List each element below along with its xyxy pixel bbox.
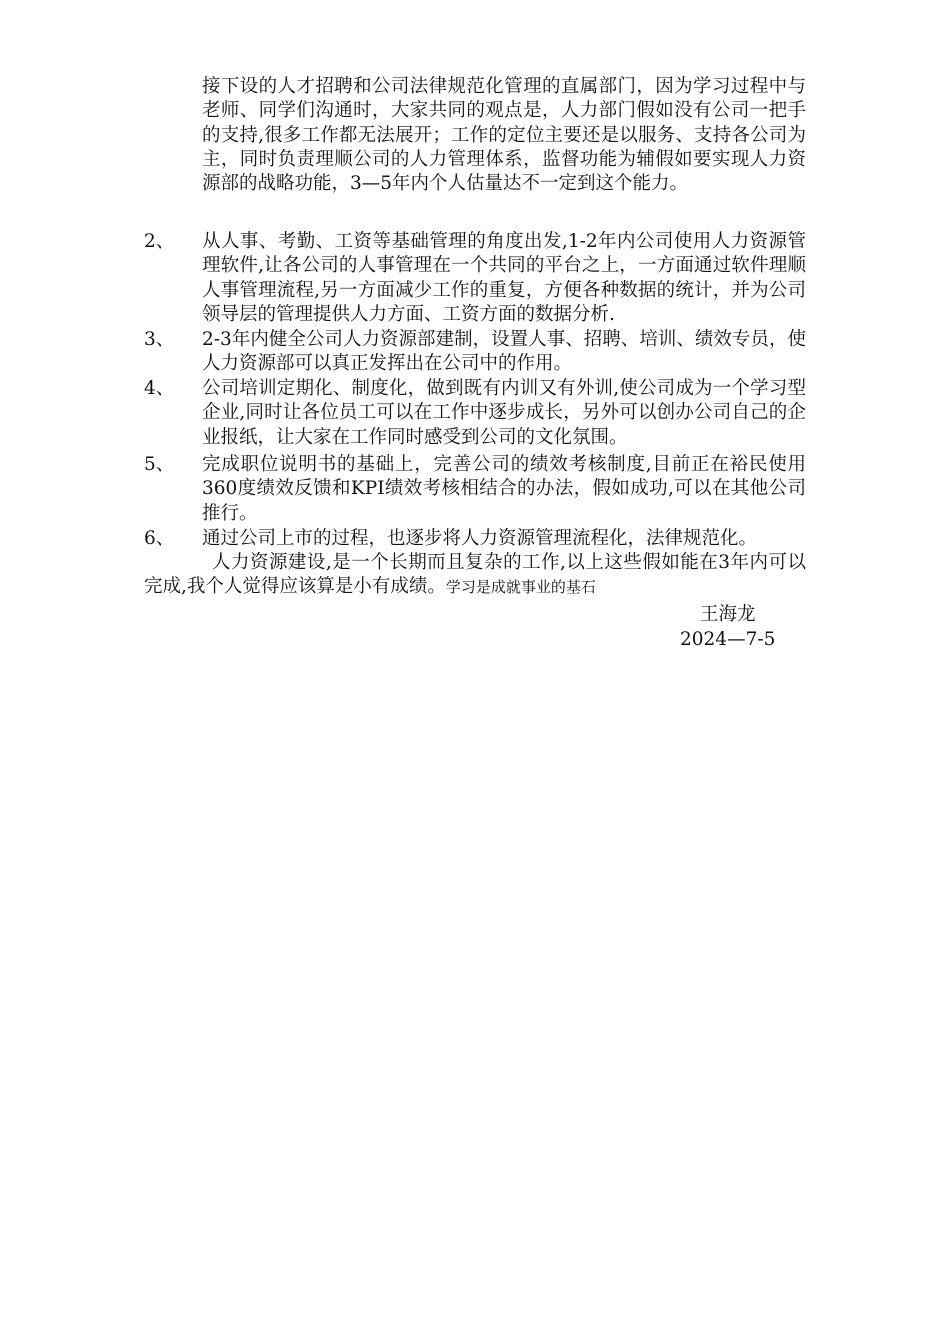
list-item-text: 从人事、考勤、工资等基础管理的角度出发,1-2年内公司使用人力资源管理软件,让各公司的人事管理在一个共同的平台之上，一方面通过软件理顺人事管理流程,另一方面减少工作的重复，方便各种数据的统计，并为公司领导层的管理提供人力方面、工资方面的数据分析. <box>202 231 806 325</box>
intro-paragraph: 接下设的人才招聘和公司法律规范化管理的直属部门，因为学习过程中与老师、同学们沟通时，大家共同的观点是，人力部门假如没有公司一把手的支持,很多工作都无法展开；工作的定位主要还是以服务、支持各公司为主，同时负责理顺公司的人力管理体系，监督功能为辅假如要实现人力资源部的战略功能，3—5年内个人估量达不一定到这个能力。 <box>202 76 806 195</box>
list-item-number: 6、 <box>144 528 175 549</box>
list-item-number: 2、 <box>144 231 175 252</box>
list-item-text: 2-3年内健全公司人力资源部建制，设置人事、招聘、培训、绩效专员，使人力资源部可以真正发挥出在公司中的作用。 <box>202 329 806 375</box>
conclusion-text: 人力资源建设,是一个长期而且复杂的工作,以上这些假如能在3年内可以完成,我个人觉得应该算是小有成绩。 <box>144 552 806 598</box>
list-item-number: 4、 <box>144 378 175 399</box>
signature: 王海龙 <box>700 604 756 625</box>
conclusion-paragraph <box>144 551 806 600</box>
list-item-text: 完成职位说明书的基础上，完善公司的绩效考核制度,目前正在裕民使用360度绩效反馈和KPI绩效考核相结合的办法，假如成功,可以在其他公司推行。 <box>202 454 806 524</box>
list-item-text: 公司培训定期化、制度化，做到既有内训又有外训,使公司成为一个学习型企业,同时让各位员工可以在工作中逐步成长，另外可以创办公司自己的企业报纸，让大家在工作同时感受到公司的文化氛围。 <box>202 378 806 448</box>
list-item-text: 通过公司上市的过程，也逐步将人力资源管理流程化，法律规范化。 <box>202 528 758 549</box>
signature-date: 2024—7-5 <box>680 629 776 650</box>
list-item-number: 5、 <box>144 454 175 475</box>
list-item-number: 3、 <box>144 329 175 350</box>
conclusion-tail: 学习是成就事业的基石 <box>445 578 596 597</box>
